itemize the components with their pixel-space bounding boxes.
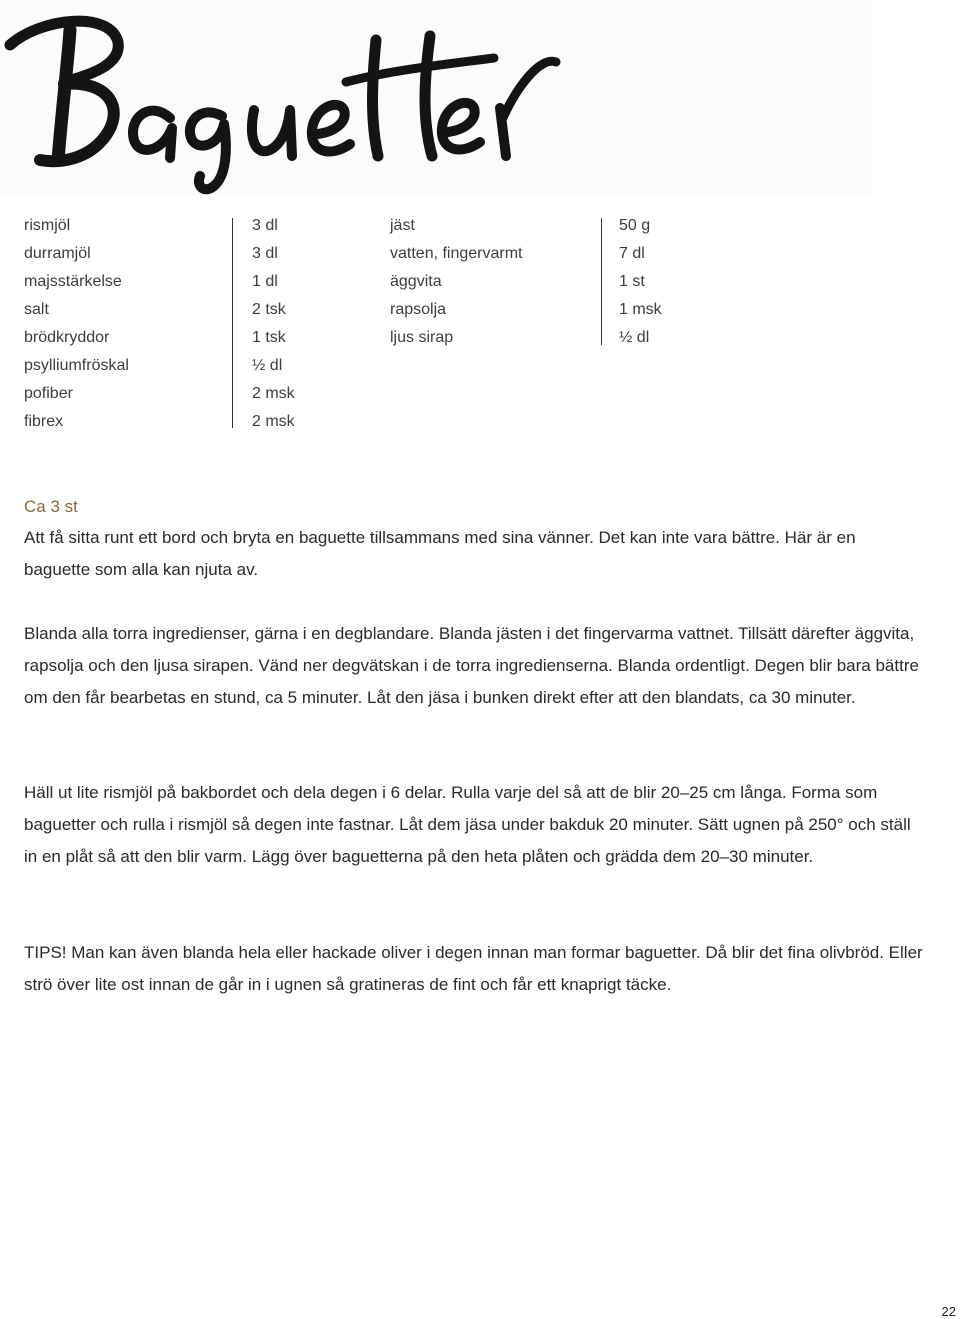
ingredient-amount: 3 dl <box>252 217 278 234</box>
ingredient-amount: 1 dl <box>252 273 278 290</box>
ingredient-name: rismjöl <box>24 217 71 234</box>
yield-label: Ca 3 st <box>24 497 78 516</box>
title-panel <box>0 0 872 196</box>
instruction-paragraph: Blanda alla torra ingredienser, gärna i en degblandare. Blanda jästen i det fingervarma vattnet. Tillsätt därefter äggvita, rapsolja och den ljusa sirapen. Vänd ner degvätskan i de torra ingredienserna. Blanda ordentligt. Degen blir bara bättre om den får bearbetas en stund, ca 5 minuter. Låt den jäsa i bunken direkt efter att den blandats, ca 30 minuter. <box>24 624 919 707</box>
ingredient-name: ljus sirap <box>390 329 454 346</box>
ingredient-name: fibrex <box>24 413 64 430</box>
divider-line <box>232 218 233 428</box>
ingredient-names-right <box>390 214 523 354</box>
ingredient-amounts-left <box>252 214 295 438</box>
instruction-paragraph: Häll ut lite rismjöl på bakbordet och dela degen i 6 delar. Rulla varje del så att de blir 20–25 cm långa. Forma som baguetter och rulla i rismjöl så degen inte fastnar. Låt dem jäsa under bakduk 20 minuter. Sätt ugnen på 250° och ställ in en plåt så att den blir varm. Lägg över baguetterna på den heta plåten och grädda dem 20–30 minuter. <box>24 783 911 866</box>
ingredient-name: salt <box>24 301 49 318</box>
page-number: 22 <box>941 1304 956 1319</box>
ingredient-name: rapsolja <box>390 301 447 318</box>
ingredient-amount: 2 msk <box>252 385 295 402</box>
title-handwritten <box>0 0 600 196</box>
divider-line <box>601 218 602 345</box>
ingredient-amount: 3 dl <box>252 245 278 262</box>
ingredient-name: durramjöl <box>24 245 91 262</box>
ingredient-names-left <box>24 214 129 438</box>
ingredient-name: brödkryddor <box>24 329 110 346</box>
ingredient-amount: 50 g <box>619 217 651 234</box>
ingredient-amount: 1 tsk <box>252 329 286 346</box>
ingredient-amount: 2 tsk <box>252 301 286 318</box>
ingredient-amount: ½ dl <box>619 329 650 346</box>
ingredient-name: majsstärkelse <box>24 273 122 290</box>
tips-paragraph: TIPS! Man kan även blanda hela eller hackade oliver i degen innan man formar baguetter. Då blir det fina olivbröd. Eller strö över lite ost innan de går in i ugnen så gratineras de fint och får ett knaprigt täcke. <box>24 943 923 994</box>
ingredient-amount: 1 st <box>619 273 645 290</box>
ingredient-name: äggvita <box>390 273 442 290</box>
intro-paragraph: Att få sitta runt ett bord och bryta en baguette tillsammans med sina vänner. Det kan inte vara bättre. Här är en baguette som alla kan njuta av. <box>24 528 856 579</box>
ingredient-name: psylliumfröskal <box>24 357 129 374</box>
ingredient-name: jäst <box>390 217 415 234</box>
ingredient-name: vatten, fingervarmt <box>390 245 523 262</box>
ingredient-amount: 1 msk <box>619 301 662 318</box>
ingredient-amount: ½ dl <box>252 357 283 374</box>
ingredient-name: pofiber <box>24 385 73 402</box>
ingredient-amount: 2 msk <box>252 413 295 430</box>
ingredient-amounts-right <box>619 214 662 354</box>
ingredient-amount: 7 dl <box>619 245 645 262</box>
